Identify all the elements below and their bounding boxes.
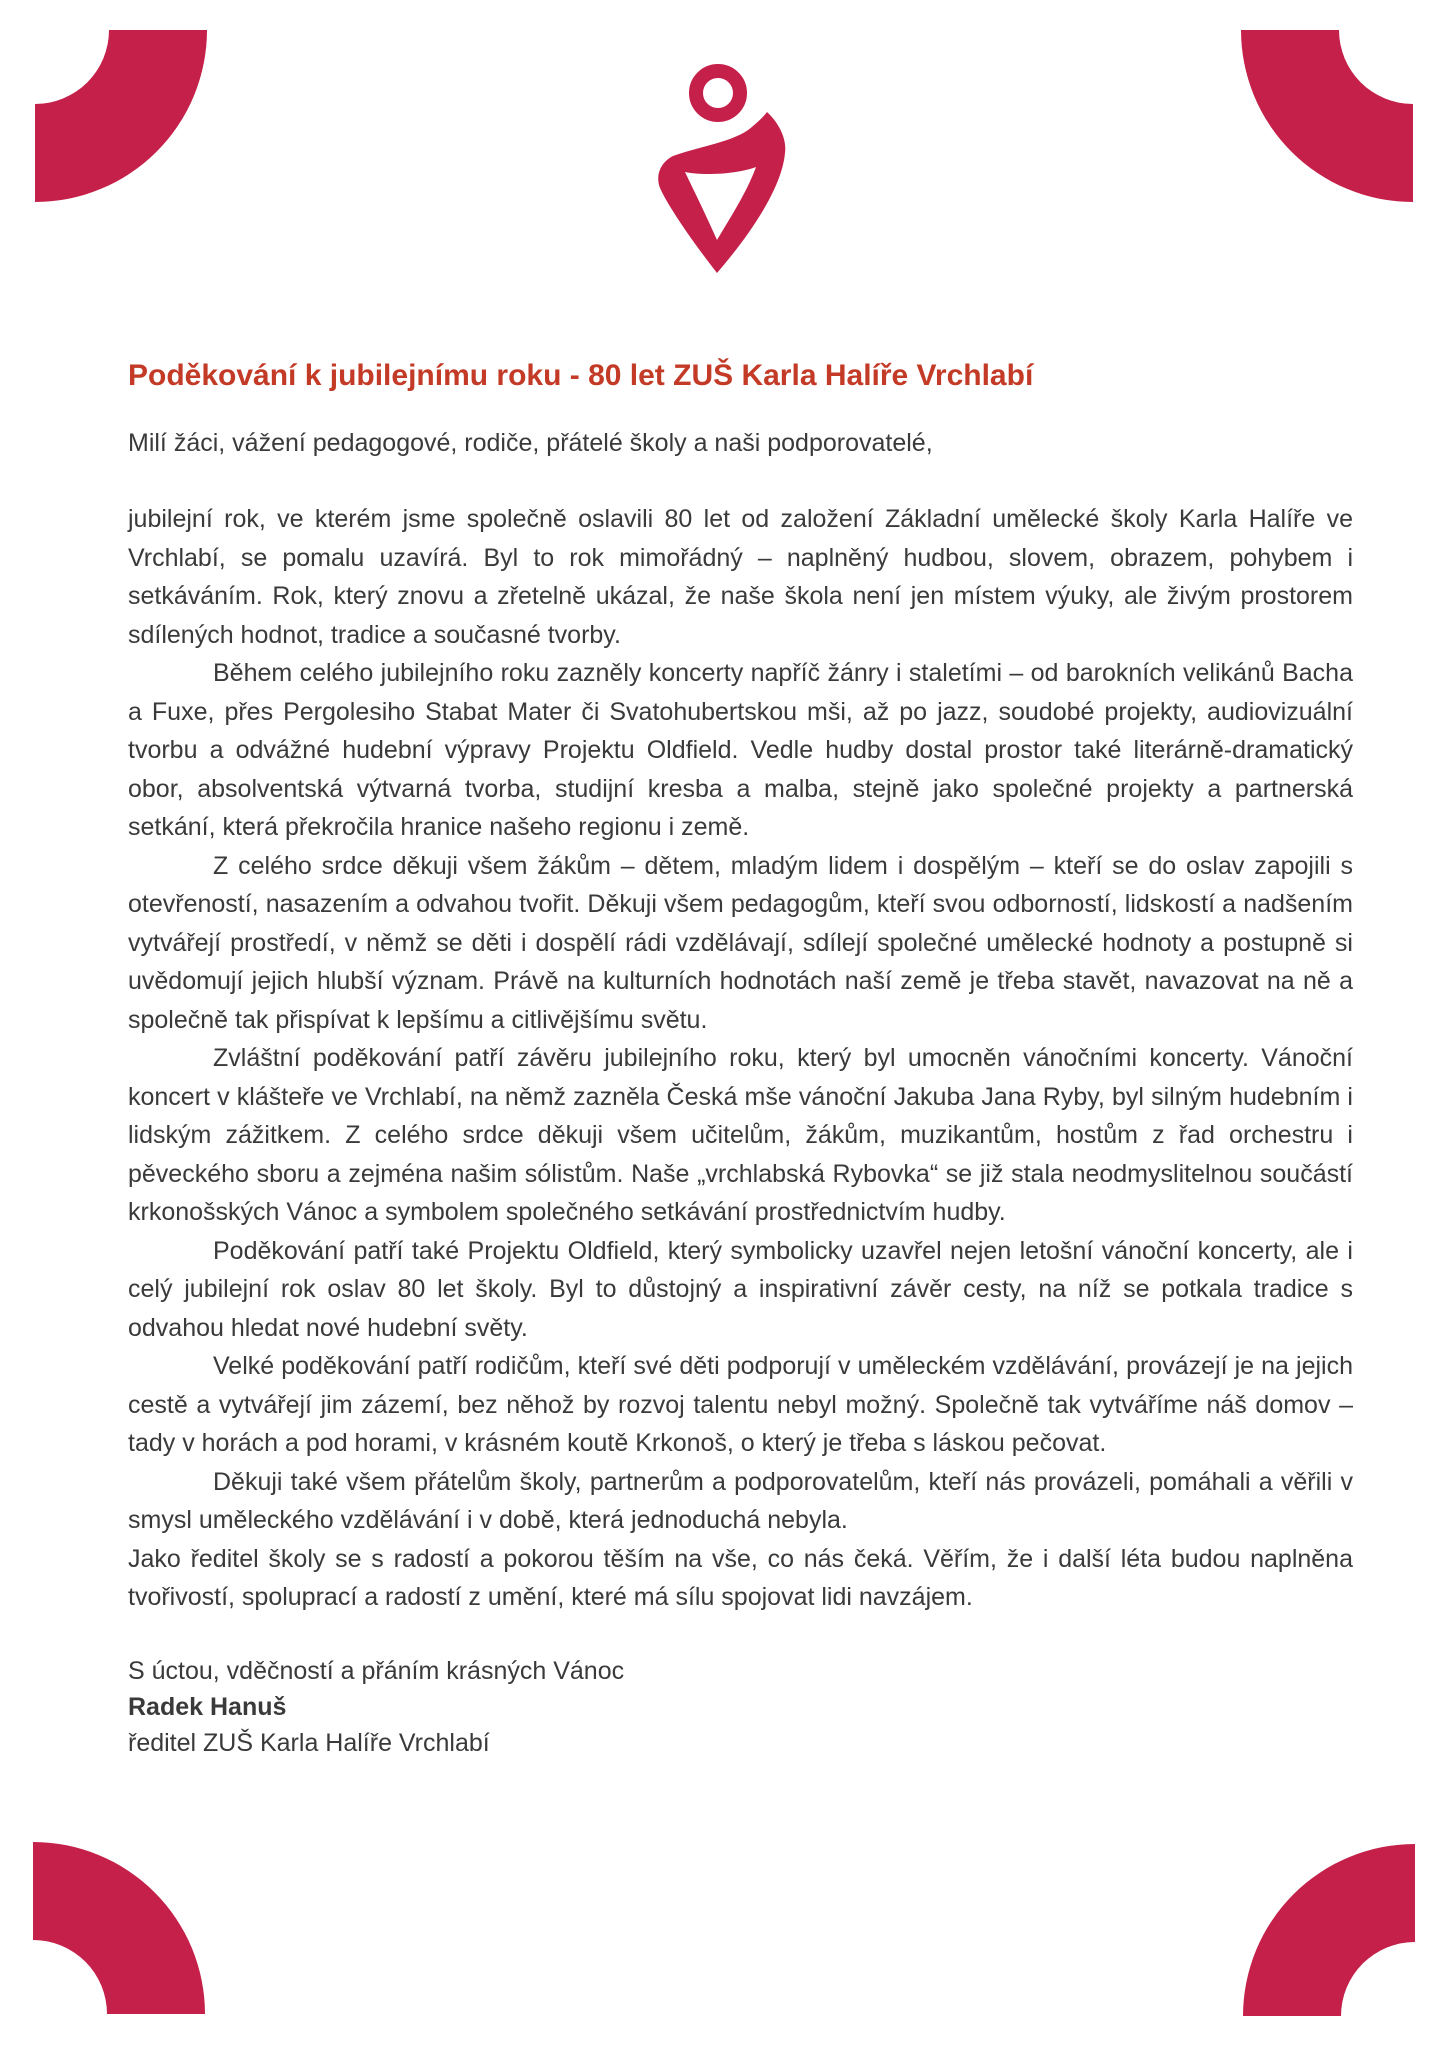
paragraph: jubilejní rok, ve kterém jsme společně oslavili 80 let od založení Základní umělecké školy Karla Halíře ve Vrchlabí, se pomalu uzavírá. Byl to rok mimořádný – naplněný hudbou, slovem, obrazem, pohybem i setkáváním. Rok, který znovu a zřetelně ukázal, že naše škola není jen místem výuky, ale živým prostorem sdílených hodnot, tradice a současné tvorby. <box>128 505 1353 649</box>
page-title: Poděkování k jubilejnímu roku - 80 let ZUŠ Karla Halíře Vrchlabí <box>128 359 1034 392</box>
paragraph: Velké poděkování patří rodičům, kteří své děti podporují v uměleckém vzdělávání, provázejí je na jejich cestě a vytvářejí jim zázemí, bez něhož by rozvoj talentu nebyl možný. Společně tak vytváříme náš domov – tady v horách a pod horami, v krásném koutě Krkonoš, o který je třeba s láskou pečovat. <box>128 1352 1353 1457</box>
signature-title: ředitel ZUŠ Karla Halíře Vrchlabí <box>128 1728 490 1757</box>
logo-heart-icon <box>658 112 785 273</box>
paragraph: Během celého jubilejního roku zazněly koncerty napříč žánry i staletími – od barokních velikánů Bacha a Fuxe, přes Pergolesiho Stabat Mater či Svatohubertskou mši, až po jazz, soudobé projekty, audiovizuální tvorbu a odvážné hudební výpravy Projektu Oldfield. Vedle hudby dostal prostor také literárně-dramatický obor, absolventská výtvarná tvorba, studijní kresba a malba, stejně jako společné projekty a partnerská setkání, která překročila hranice našeho regionu i země. <box>128 659 1353 841</box>
corner-decoration-bottom-right <box>1240 1841 1415 2016</box>
paragraph: Poděkování patří také Projektu Oldfield, který symbolicky uzavřel nejen letošní vánoční koncerty, ale i celý jubilejní rok oslav 80 let školy. Byl to důstojný a inspirativní závěr cesty, na níž se potkala tradice s odvahou hledat nové hudební světy. <box>128 1236 1353 1342</box>
logo-head-circle-icon <box>696 71 740 115</box>
signature-name: Radek Hanuš <box>128 1692 287 1721</box>
letter-body <box>128 500 1353 1617</box>
corner-decoration-top-right <box>1238 30 1413 205</box>
paragraph: Z celého srdce děkuji všem žákům – dětem, mladým lidem i dospělým – kteří se do oslav zapojili s otevřeností, nasazením a odvahou tvořit. Děkuji všem pedagogům, kteří svou odborností, lidskostí a nadšením vytvářejí prostředí, v němž se děti i dospělí rádi vzdělávají, sdílejí společné umělecké hodnoty a postupně si uvědomují jejich hlubší význam. Právě na kulturních hodnotách naší země je třeba stavět, navazovat na ně a společně tak přispívat k lepšímu a citlivějšímu světu. <box>128 851 1353 1034</box>
closing-block <box>128 1653 1353 1761</box>
paragraph: Děkuji také všem přátelům školy, partnerům a podporovatelům, kteří nás provázeli, pomáhali a věřili v smysl uměleckého vzdělávání i v době, která jednoduchá nebyla. <box>128 1467 1353 1534</box>
corner-decoration-top-left <box>35 30 210 205</box>
school-logo <box>0 0 1448 276</box>
corner-decoration-bottom-left <box>33 1839 208 2014</box>
salutation: Milí žáci, vážení pedagogové, rodiče, přátelé školy a naši podporovatelé, <box>128 429 933 457</box>
letter-content <box>0 358 1448 1761</box>
paragraph: Zvláštní poděkování patří závěru jubilejního roku, který byl umocněn vánočními koncerty. Vánoční koncert v klášteře ve Vrchlabí, na němž zazněla Česká mše vánoční Jakuba Jana Ryby, byl silným hudebním i lidským zážitkem. Z celého srdce děkuji všem učitelům, žákům, muzikantům, hostům z řad orchestru i pěveckého sboru a zejména našim sólistům. Naše „vrchlabská Rybovka“ se již stala neodmyslitelnou součástí krkonošských Vánoc a symbolem společného setkávání prostřednictvím hudby. <box>128 1044 1353 1226</box>
paragraph: Jako ředitel školy se s radostí a pokorou těším na vše, co nás čeká. Věřím, že i další léta budou naplněna tvořivostí, spoluprací a radostí z umění, které má sílu spojovat lidi navzájem. <box>128 1544 1353 1611</box>
valediction: S úctou, vděčností a přáním krásných Vánoc <box>128 1656 625 1685</box>
